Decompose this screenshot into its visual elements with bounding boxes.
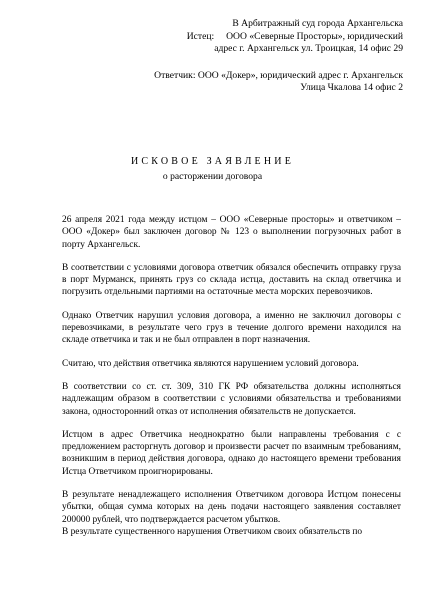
body-paragraph: 26 апреля 2021 года между истцом – ООО «Северные просторы» и ответчиком – ООО «Докер» был заключен договор № 123 о выполнении погрузочных работ в порту Архангельск. (62, 215, 401, 250)
document-heading (0, 155, 425, 183)
defendant-line: Ответчик: ООО «Докер», юридический адрес г. Архангельск (154, 69, 403, 81)
body-paragraph: В результате ненадлежащего исполнения Ответчиком договора Истцом понесены убытки, общая сумма которых на день подачи настоящего заявления составляет 200000 рублей, что подтверждается расчетом убытков. (62, 490, 401, 525)
plaintiff-line: Истец: ООО «Северные Просторы», юридический (186, 30, 403, 42)
body-paragraph: В результате существенного нарушения Ответчиком своих обязательств по (62, 526, 363, 537)
document-subtitle: о расторжении договора (162, 171, 263, 182)
body-paragraph: Истцом в адрес Ответчика неоднократно были направлены требования с с предложением расторгнуть договор и произвести расчет по взаимным требованиям, возникшим в период действия договора, однако до настоящего времени требования Истца Ответчиком проигнорированы. (62, 429, 401, 477)
document-title: ИСКОВОЕ ЗАЯВЛЕНИЕ (130, 156, 295, 167)
body-paragraph: В соответствии со ст. ст. 309, 310 ГК РФ обязательства должны исполняться надлежащим образом в соответствии с условиями обязательства и требованиями закона, односторонний отказ от исполнения обязательств не допускается. (62, 381, 401, 417)
body-paragraph: Считаю, что действия ответчика являются нарушением условий договора. (62, 358, 359, 369)
document-body (62, 214, 401, 538)
body-paragraph: Однако Ответчик нарушил условия договора, а именно не заключил договоры с перевозчиками, в результате чего груз в течение долгого времени находился на складе ответчика и так и не был отправлен в порт назначения. (62, 310, 401, 346)
addressee-block (153, 18, 403, 95)
plaintiff-address: адрес г. Архангельск ул. Троицкая, 14 офис 29 (214, 43, 403, 54)
court-addressee: В Арбитражный суд города Архангельска (232, 18, 403, 29)
body-paragraph: В соответствии с условиями договора ответчик обязался обеспечить отправку груза в порт Мурманск, принять груз со склада истца, доставить на склад ответчика и погрузить отдельными партиями на остаточные места морских перевозчиков. (62, 262, 401, 298)
defendant-address: Улица Чкалова 14 офис 2 (300, 82, 403, 93)
